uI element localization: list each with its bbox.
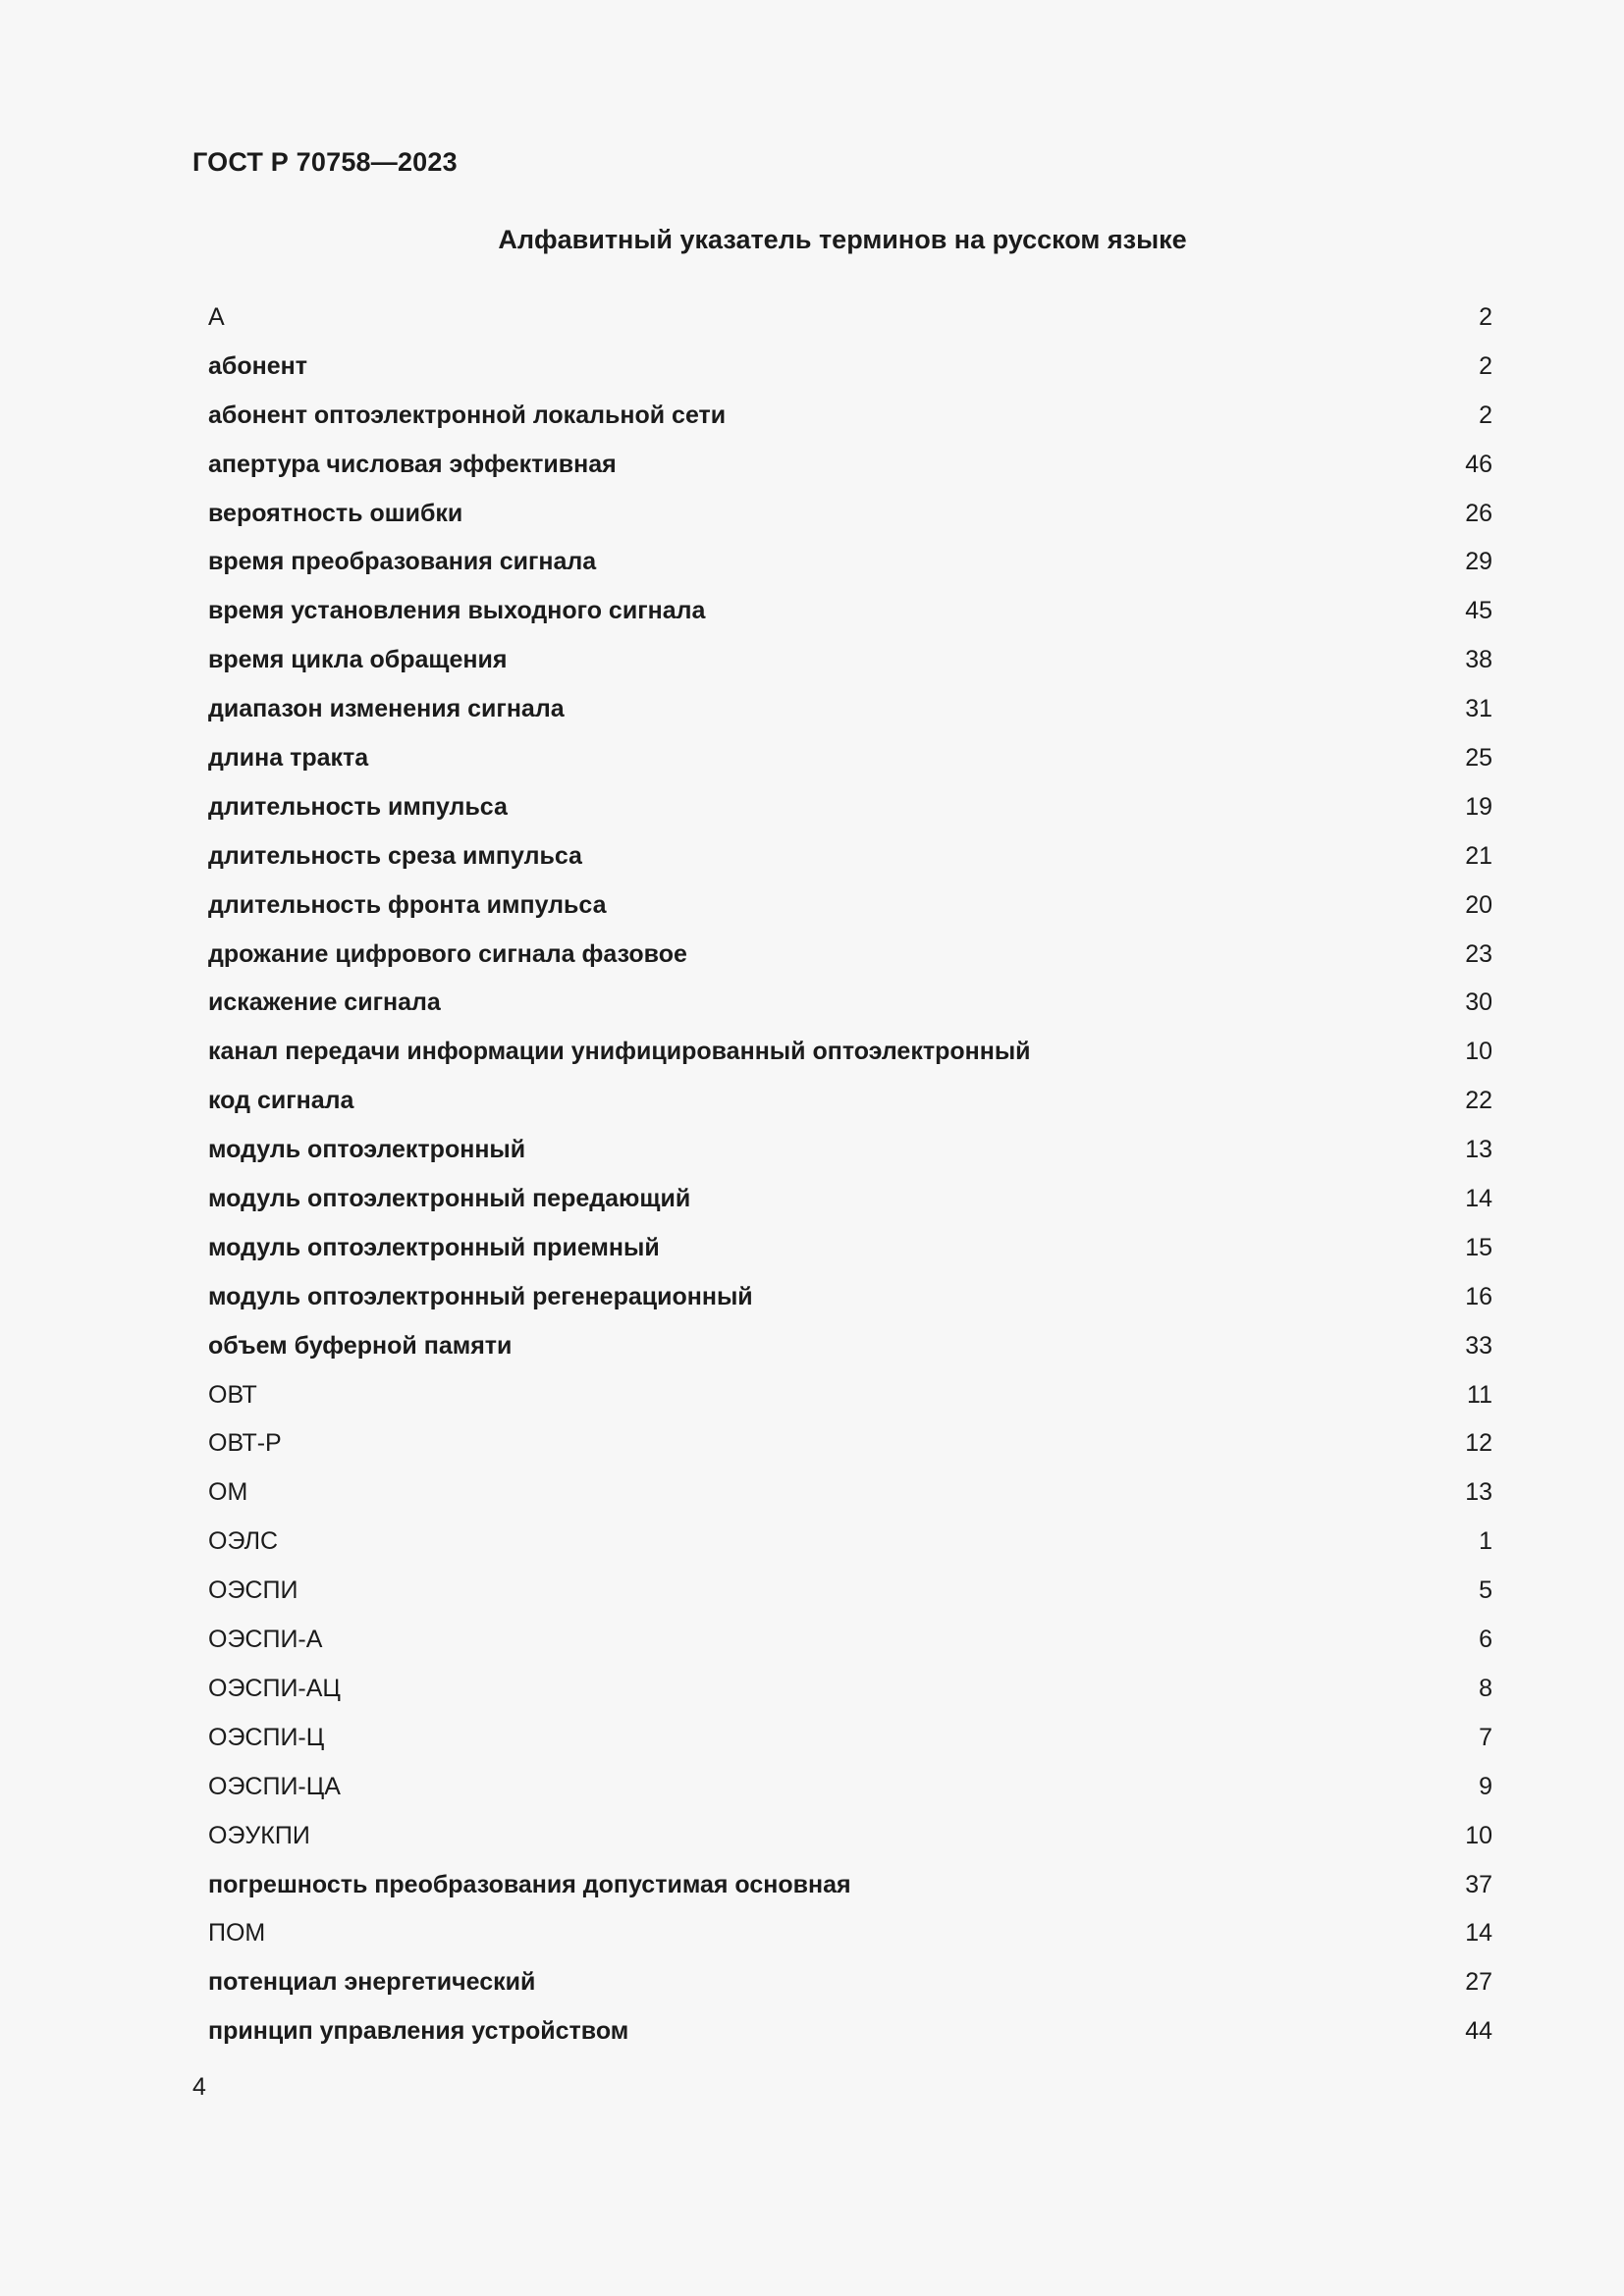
index-term: модуль оптоэлектронный передающий xyxy=(208,1185,691,1213)
index-entry xyxy=(208,1225,1492,1274)
index-entry xyxy=(208,344,1492,393)
index-term: вероятность ошибки xyxy=(208,499,463,527)
index-ref-number: 25 xyxy=(1465,744,1492,773)
index-term: дрожание цифрового сигнала фазовое xyxy=(208,939,687,968)
index-ref-number: 23 xyxy=(1465,939,1492,968)
index-term: длительность среза импульса xyxy=(208,841,582,870)
index-term: ПОМ xyxy=(208,1919,266,1948)
index-term: длительность фронта импульса xyxy=(208,890,607,919)
index-entry xyxy=(208,1469,1492,1519)
index-ref-number: 19 xyxy=(1465,792,1492,821)
index-entry xyxy=(208,833,1492,882)
index-entry xyxy=(208,1127,1492,1176)
index-ref-number: 26 xyxy=(1465,499,1492,527)
index-term: ОЭЛС xyxy=(208,1527,279,1556)
index-term: ОВТ-Р xyxy=(208,1429,282,1458)
index-entry xyxy=(208,2008,1492,2057)
index-entry xyxy=(208,980,1492,1029)
index-term: время цикла обращения xyxy=(208,646,508,674)
index-entry xyxy=(208,1862,1492,1911)
index-ref-number: 8 xyxy=(1479,1674,1492,1702)
index-term: абонент xyxy=(208,351,307,380)
index-ref-number: 9 xyxy=(1479,1772,1492,1800)
index-ref-number: 20 xyxy=(1465,890,1492,919)
index-term: ОЭСПИ-Ц xyxy=(208,1723,325,1751)
index-entry xyxy=(208,686,1492,735)
index-entry xyxy=(208,1959,1492,2008)
index-entry xyxy=(208,1666,1492,1715)
index-term: апертура числовая эффективная xyxy=(208,450,617,478)
index-term: принцип управления устройством xyxy=(208,2017,629,2046)
index-ref-number: 13 xyxy=(1465,1478,1492,1507)
index-entry xyxy=(208,735,1492,784)
index-entry xyxy=(208,637,1492,686)
index-ref-number: 13 xyxy=(1465,1136,1492,1164)
index-entry xyxy=(208,932,1492,981)
index-term: абонент оптоэлектронной локальной сети xyxy=(208,400,727,429)
index-entry xyxy=(208,393,1492,442)
index-entry xyxy=(208,1323,1492,1372)
index-entry xyxy=(208,491,1492,540)
index-ref-number: 16 xyxy=(1465,1282,1492,1310)
index-entry xyxy=(208,1420,1492,1469)
index-term: ОЭСПИ-ЦА xyxy=(208,1772,341,1800)
index-entry xyxy=(208,882,1492,932)
index-term: время преобразования сигнала xyxy=(208,548,597,576)
index-ref-number: 21 xyxy=(1465,841,1492,870)
index-term: А xyxy=(208,303,225,331)
index-entry xyxy=(208,1176,1492,1225)
index-term: ОМ xyxy=(208,1478,248,1507)
index-term: ОВТ xyxy=(208,1380,257,1409)
index-term: время установления выходного сигнала xyxy=(208,597,706,625)
index-term: код сигнала xyxy=(208,1087,354,1115)
index-entry xyxy=(208,1910,1492,1959)
index-ref-number: 37 xyxy=(1465,1870,1492,1898)
index-ref-number: 10 xyxy=(1465,1038,1492,1066)
index-term: длительность импульса xyxy=(208,792,508,821)
index-entry xyxy=(208,1519,1492,1568)
index-ref-number: 46 xyxy=(1465,450,1492,478)
index-ref-number: 22 xyxy=(1465,1087,1492,1115)
index-term: ОЭСПИ-АЦ xyxy=(208,1674,341,1702)
index-term: погрешность преобразования допустимая основная xyxy=(208,1870,851,1898)
term-index-list xyxy=(208,294,1492,2057)
index-entry xyxy=(208,1274,1492,1323)
index-ref-number: 31 xyxy=(1465,695,1492,723)
index-entry xyxy=(208,1029,1492,1078)
index-term: объем буферной памяти xyxy=(208,1331,513,1360)
index-entry xyxy=(208,1078,1492,1127)
index-entry xyxy=(208,588,1492,637)
index-ref-number: 44 xyxy=(1465,2017,1492,2046)
index-term: длина тракта xyxy=(208,744,369,773)
index-term: модуль оптоэлектронный регенерационный xyxy=(208,1282,753,1310)
index-ref-number: 14 xyxy=(1465,1919,1492,1948)
index-entry xyxy=(208,539,1492,588)
index-ref-number: 30 xyxy=(1465,988,1492,1017)
index-term: модуль оптоэлектронный приемный xyxy=(208,1233,660,1261)
index-term: ОЭСПИ xyxy=(208,1576,298,1605)
index-ref-number: 2 xyxy=(1479,351,1492,380)
document-code: ГОСТ Р 70758—2023 xyxy=(192,147,458,177)
index-entry xyxy=(208,784,1492,833)
index-ref-number: 45 xyxy=(1465,597,1492,625)
index-term: канал передачи информации унифицированный оптоэлектронный xyxy=(208,1038,1031,1066)
index-ref-number: 29 xyxy=(1465,548,1492,576)
index-ref-number: 33 xyxy=(1465,1331,1492,1360)
index-ref-number: 10 xyxy=(1465,1821,1492,1849)
index-entry xyxy=(208,294,1492,344)
index-term: ОЭУКПИ xyxy=(208,1821,310,1849)
index-term: искажение сигнала xyxy=(208,988,441,1017)
index-entry xyxy=(208,1568,1492,1617)
index-ref-number: 27 xyxy=(1465,1968,1492,1997)
index-term: потенциал энергетический xyxy=(208,1968,536,1997)
index-entry xyxy=(208,1617,1492,1666)
index-ref-number: 2 xyxy=(1479,400,1492,429)
index-entry xyxy=(208,442,1492,491)
index-ref-number: 7 xyxy=(1479,1723,1492,1751)
index-ref-number: 5 xyxy=(1479,1576,1492,1605)
index-ref-number: 6 xyxy=(1479,1626,1492,1654)
index-term: диапазон изменения сигнала xyxy=(208,695,565,723)
index-ref-number: 1 xyxy=(1479,1527,1492,1556)
page-number: 4 xyxy=(192,2073,206,2101)
index-term: модуль оптоэлектронный xyxy=(208,1136,526,1164)
index-title: Алфавитный указатель терминов на русском языке xyxy=(498,225,1187,254)
index-ref-number: 12 xyxy=(1465,1429,1492,1458)
index-entry xyxy=(208,1813,1492,1862)
index-entry xyxy=(208,1372,1492,1421)
index-entry xyxy=(208,1764,1492,1813)
index-term: ОЭСПИ-А xyxy=(208,1626,323,1654)
index-ref-number: 38 xyxy=(1465,646,1492,674)
index-ref-number: 15 xyxy=(1465,1233,1492,1261)
index-ref-number: 11 xyxy=(1467,1380,1492,1409)
index-ref-number: 2 xyxy=(1479,303,1492,331)
index-ref-number: 14 xyxy=(1465,1185,1492,1213)
index-entry xyxy=(208,1715,1492,1764)
